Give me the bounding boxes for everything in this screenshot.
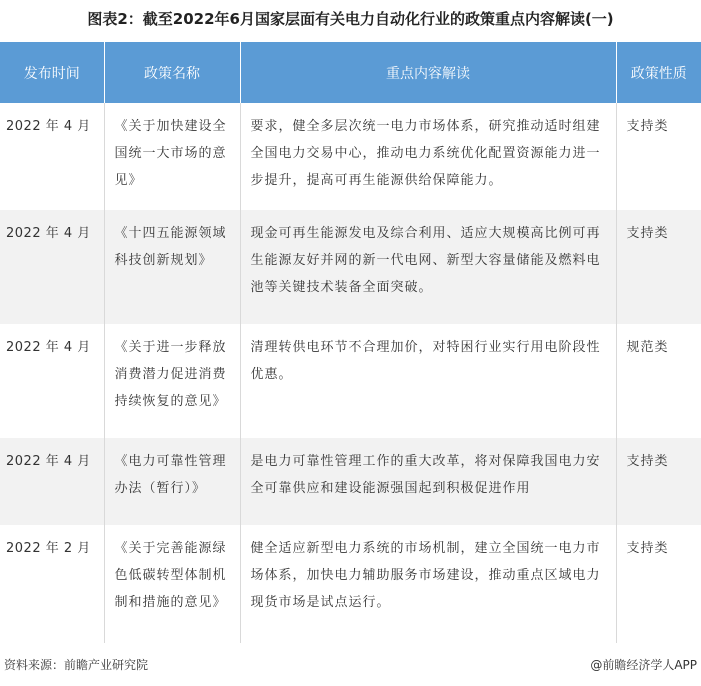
cell-date: 2022 年 4 月 <box>0 210 104 324</box>
cell-content: 健全适应新型电力系统的市场机制，建立全国统一电力市场体系，加快电力辅助服务市场建设，推动重点区域电力现货市场是试点运行。 <box>240 525 616 643</box>
table-header-row <box>0 42 701 103</box>
cell-date: 2022 年 4 月 <box>0 438 104 525</box>
cell-content: 是电力可靠性管理工作的重大改革，将对保障我国电力安全可靠供应和建设能源强国起到积极促进作用 <box>240 438 616 525</box>
cell-date: 2022 年 4 月 <box>0 324 104 438</box>
table-row <box>0 103 701 210</box>
cell-policy-name: 《关于加快建设全国统一大市场的意见》 <box>104 103 240 210</box>
credit-note: @前瞻经济学人APP <box>590 658 697 672</box>
policy-table-container <box>0 42 701 648</box>
footer <box>0 654 701 676</box>
cell-policy-name: 《电力可靠性管理办法（暂行）》 <box>104 438 240 525</box>
cell-nature: 支持类 <box>616 438 701 525</box>
cell-policy-name: 《关于完善能源绿色低碳转型体制机制和措施的意见》 <box>104 525 240 643</box>
table-row <box>0 438 701 525</box>
cell-policy-name: 《关于进一步释放消费潜力促进消费持续恢复的意见》 <box>104 324 240 438</box>
page-title: 图表2：截至2022年6月国家层面有关电力自动化行业的政策重点内容解读(一) <box>87 10 614 28</box>
table-row <box>0 210 701 324</box>
header-content: 重点内容解读 <box>240 42 616 103</box>
cell-policy-name: 《十四五能源领域科技创新规划》 <box>104 210 240 324</box>
cell-content: 清理转供电环节不合理加价，对特困行业实行用电阶段性优惠。 <box>240 324 616 438</box>
cell-nature: 规范类 <box>616 324 701 438</box>
policy-table <box>0 42 701 643</box>
cell-nature: 支持类 <box>616 103 701 210</box>
table-row <box>0 525 701 643</box>
cell-date: 2022 年 4 月 <box>0 103 104 210</box>
header-date: 发布时间 <box>0 42 104 103</box>
header-nature: 政策性质 <box>616 42 701 103</box>
cell-nature: 支持类 <box>616 210 701 324</box>
cell-nature: 支持类 <box>616 525 701 643</box>
cell-content: 要求，健全多层次统一电力市场体系，研究推动适时组建全国电力交易中心，推动电力系统优化配置资源能力进一步提升，提高可再生能源供给保障能力。 <box>240 103 616 210</box>
source-note: 资料来源：前瞻产业研究院 <box>4 658 149 672</box>
header-policy-name: 政策名称 <box>104 42 240 103</box>
cell-date: 2022 年 2 月 <box>0 525 104 643</box>
cell-content: 现金可再生能源发电及综合利用、适应大规模高比例可再生能源友好并网的新一代电网、新型大容量储能及燃料电池等关键技术装备全面突破。 <box>240 210 616 324</box>
table-row <box>0 324 701 438</box>
